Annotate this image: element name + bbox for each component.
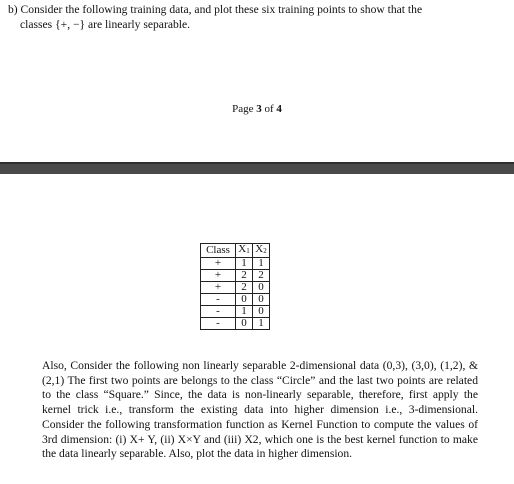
table-row bbox=[201, 306, 270, 318]
page-number-label bbox=[0, 103, 514, 115]
page-middle: of bbox=[261, 103, 277, 115]
cell-x1: 1 bbox=[236, 306, 253, 318]
cell-x2: 2 bbox=[253, 270, 270, 282]
header-x2: $X_2$ bbox=[253, 244, 270, 258]
cell-x2: 1 bbox=[253, 258, 270, 270]
cell-x2: 1 bbox=[253, 318, 270, 330]
question-intro bbox=[8, 2, 504, 32]
cell-x1: 2 bbox=[236, 282, 253, 294]
cell-class: + bbox=[201, 270, 236, 282]
cell-x2: 0 bbox=[253, 282, 270, 294]
question-line-1: b) Consider the following training data, and plot these six training points to show that the bbox=[8, 3, 423, 16]
header-class: Class bbox=[201, 244, 236, 258]
cell-x2: 0 bbox=[253, 294, 270, 306]
table-row bbox=[201, 282, 270, 294]
cell-x1: 0 bbox=[236, 318, 253, 330]
table-header-row bbox=[201, 244, 270, 258]
kernel-question-paragraph: Also, Consider the following non linearly separable 2-dimensional data (0,3), (3,0), (1,2), & (2,1) The first two points are belongs to the class “Circle” and the last two points are related to the class “Square.” Since, the data is non-linearly separable, therefore, first apply the kernel trick i.e., transform the existing data into higher dimension i.e., 3-dimensional. Consider the following transformation function as Kernel Function to compute the values of 3rd dimension: (i) X+ Y, (ii) X×Y and (iii) X2, which one is the best kernel function to make the data linearly separable. Also, plot the data in higher dimension. bbox=[42, 359, 478, 461]
page-divider-bar bbox=[0, 162, 514, 174]
cell-class: - bbox=[201, 294, 236, 306]
cell-x1: 0 bbox=[236, 294, 253, 306]
cell-class: - bbox=[201, 318, 236, 330]
header-x1: $X_1$ bbox=[236, 244, 253, 258]
table-row bbox=[201, 318, 270, 330]
cell-class: + bbox=[201, 258, 236, 270]
cell-class: - bbox=[201, 306, 236, 318]
cell-x2: 0 bbox=[253, 306, 270, 318]
page-prefix: Page bbox=[232, 103, 257, 115]
table-row bbox=[201, 294, 270, 306]
cell-class: + bbox=[201, 282, 236, 294]
table-row bbox=[201, 270, 270, 282]
page-total: 4 bbox=[276, 103, 282, 115]
question-line-2: classes {+, −} are linearly separable. bbox=[20, 18, 191, 31]
table-row bbox=[201, 258, 270, 270]
cell-x1: 2 bbox=[236, 270, 253, 282]
training-data-table bbox=[200, 243, 270, 330]
cell-x1: 1 bbox=[236, 258, 253, 270]
page-current: 3 bbox=[256, 103, 262, 115]
